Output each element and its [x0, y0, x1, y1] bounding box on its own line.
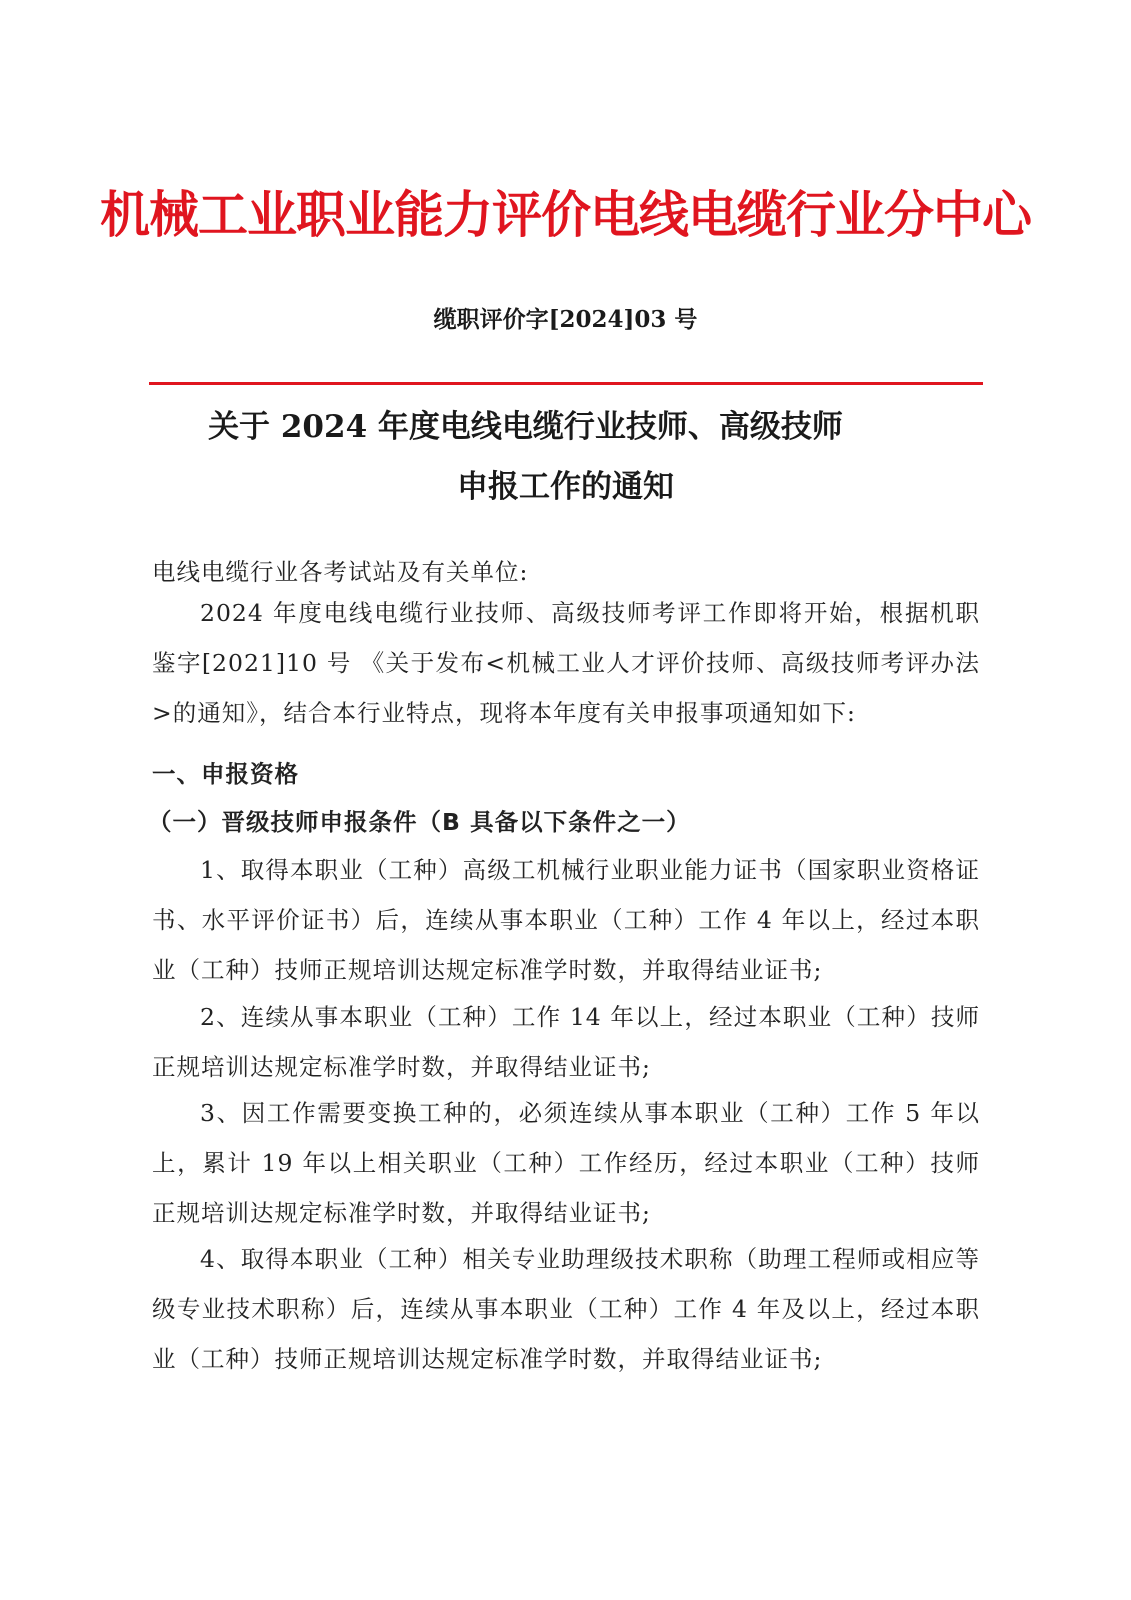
intro-paragraph: 2024 年度电线电缆行业技师、高级技师考评工作即将开始，根据机职鉴字[2021]10 号 《关于发布<机械工业人才评价技师、高级技师考评办法>的通知》，结合本行业特点，现将本年度有关申报事项通知如下: [152, 599, 980, 727]
section-heading: 一、申报资格 [152, 760, 299, 788]
red-divider-line [149, 382, 983, 385]
condition-item-4: 4、取得本职业（工种）相关专业助理级技术职称（助理工程师或相应等级专业技术职称）后，连续从事本职业（工种）工作 4 年及以上，经过本职业（工种）技师正规培训达规定标准学时数，并取得结业证书; [152, 1245, 980, 1373]
salutation: 电线电缆行业各考试站及有关单位: [152, 558, 529, 586]
condition-item-1: 1、取得本职业（工种）高级工机械行业职业能力证书（国家职业资格证书、水平评价证书）后，连续从事本职业（工种）工作 4 年以上，经过本职业（工种）技师正规培训达规定标准学时数，并取得结业证书; [152, 856, 980, 984]
condition-item-2: 2、连续从事本职业（工种）工作 14 年以上，经过本职业（工种）技师正规培训达规定标准学时数，并取得结业证书; [152, 1003, 980, 1081]
subsection-heading: （一）晋级技师申报条件（B 具备以下条件之一） [148, 808, 691, 836]
organization-title: 机械工业职业能力评价电线电缆行业分中心 [100, 186, 1031, 244]
document-number: 缆职评价字[2024]03 号 [433, 306, 698, 333]
condition-item-3: 3、因工作需要变换工种的，必须连续从事本职业（工种）工作 5 年以上，累计 19 年以上相关职业（工种）工作经历，经过本职业（工种）技师正规培训达规定标准学时数，并取得结业证书; [152, 1099, 980, 1227]
notice-title-line-2: 申报工作的通知 [457, 469, 674, 505]
notice-title-line-1: 关于 2024 年度电线电缆行业技师、高级技师 [208, 409, 843, 445]
